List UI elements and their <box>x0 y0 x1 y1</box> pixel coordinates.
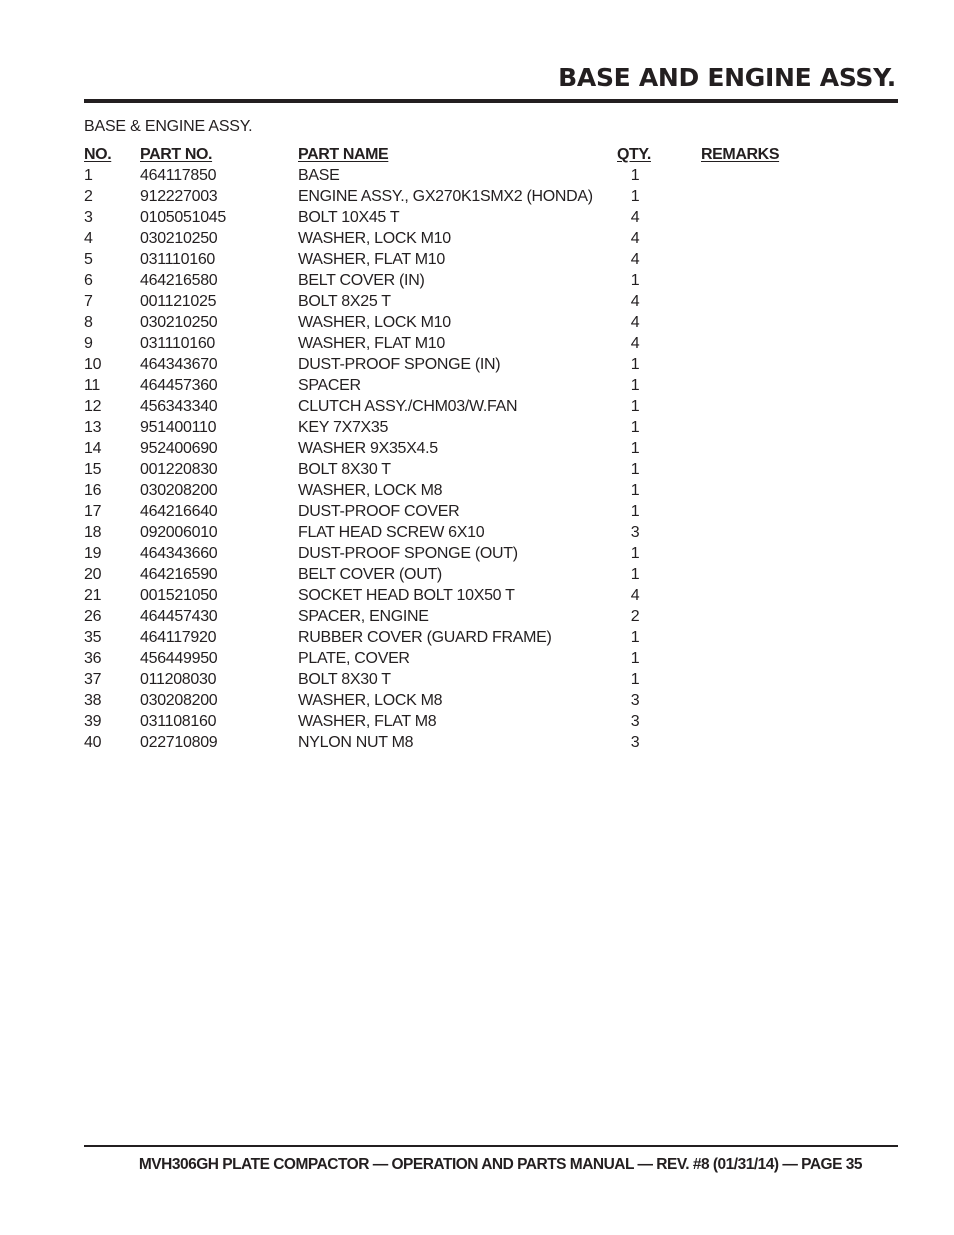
footer-divider <box>84 1145 898 1147</box>
table-row <box>84 186 898 207</box>
cell-part-no: 456343340 <box>140 398 218 415</box>
page-footer: MVH306GH PLATE COMPACTOR — OPERATION AND PARTS MANUAL — REV. #8 (01/31/14) — PAGE 35 <box>138 1156 862 1173</box>
cell-part-no: 464216640 <box>140 503 218 520</box>
table-row <box>84 522 898 543</box>
cell-no: 17 <box>84 503 102 520</box>
cell-qty: 4 <box>630 251 640 268</box>
table-row <box>84 732 898 753</box>
cell-no: 19 <box>84 545 102 562</box>
cell-part-name: WASHER, LOCK M10 <box>298 314 451 331</box>
table-row <box>84 396 898 417</box>
cell-part-name: CLUTCH ASSY./CHM03/W.FAN <box>298 398 518 415</box>
cell-part-no: 030210250 <box>140 314 218 331</box>
cell-no: 7 <box>84 293 93 310</box>
cell-no: 10 <box>84 356 102 373</box>
cell-part-name: PLATE, COVER <box>298 650 410 667</box>
cell-part-name: WASHER 9X35X4.5 <box>298 440 438 457</box>
header-part-no: PART NO. <box>140 146 213 163</box>
cell-qty: 1 <box>630 272 640 289</box>
cell-no: 11 <box>84 377 101 394</box>
cell-qty: 3 <box>630 692 640 709</box>
table-row <box>84 417 898 438</box>
table-row <box>84 711 898 732</box>
cell-part-no: 464343660 <box>140 545 218 562</box>
cell-no: 8 <box>84 314 93 331</box>
cell-part-no: 030208200 <box>140 692 218 709</box>
header-part-name: PART NAME <box>298 146 389 163</box>
cell-part-no: 464216580 <box>140 272 218 289</box>
cell-part-name: BOLT 8X30 T <box>298 671 391 688</box>
cell-no: 21 <box>84 587 102 604</box>
table-row <box>84 228 898 249</box>
cell-qty: 4 <box>630 230 640 247</box>
cell-no: 20 <box>84 566 102 583</box>
table-row <box>84 459 898 480</box>
cell-part-name: BASE <box>298 167 340 184</box>
cell-part-name: KEY 7X7X35 <box>298 419 389 436</box>
cell-part-no: 912227003 <box>140 188 218 205</box>
cell-qty: 2 <box>630 608 640 625</box>
cell-part-no: 001521050 <box>140 587 218 604</box>
cell-qty: 4 <box>630 587 640 604</box>
cell-no: 6 <box>84 272 93 289</box>
cell-no: 14 <box>84 440 102 457</box>
cell-part-name: WASHER, FLAT M10 <box>298 251 445 268</box>
cell-part-no: 0105051045 <box>140 209 226 226</box>
cell-no: 1 <box>84 167 93 184</box>
cell-part-no: 464343670 <box>140 356 218 373</box>
table-row <box>84 333 898 354</box>
cell-qty: 1 <box>630 545 640 562</box>
cell-part-no: 022710809 <box>140 734 218 751</box>
cell-part-no: 001220830 <box>140 461 218 478</box>
cell-no: 3 <box>84 209 93 226</box>
cell-qty: 1 <box>630 167 640 184</box>
cell-no: 13 <box>84 419 102 436</box>
table-row <box>84 627 898 648</box>
cell-part-name: WASHER, LOCK M8 <box>298 692 443 709</box>
table-row <box>84 270 898 291</box>
header-no: NO. <box>84 146 112 163</box>
cell-qty: 1 <box>630 461 640 478</box>
cell-part-no: 092006010 <box>140 524 218 541</box>
cell-no: 4 <box>84 230 93 247</box>
cell-qty: 1 <box>630 419 640 436</box>
cell-part-name: SPACER, ENGINE <box>298 608 429 625</box>
cell-part-no: 456449950 <box>140 650 218 667</box>
cell-part-name: ENGINE ASSY., GX270K1SMX2 (HONDA) <box>298 188 593 205</box>
table-row <box>84 669 898 690</box>
cell-qty: 3 <box>630 734 640 751</box>
cell-part-name: DUST-PROOF SPONGE (IN) <box>298 356 501 373</box>
cell-qty: 1 <box>630 671 640 688</box>
cell-part-name: FLAT HEAD SCREW 6X10 <box>298 524 485 541</box>
cell-qty: 4 <box>630 335 640 352</box>
cell-part-name: SOCKET HEAD BOLT 10X50 T <box>298 587 515 604</box>
cell-qty: 4 <box>630 293 640 310</box>
cell-no: 18 <box>84 524 102 541</box>
cell-qty: 1 <box>630 440 640 457</box>
cell-no: 36 <box>84 650 102 667</box>
cell-no: 40 <box>84 734 102 751</box>
cell-qty: 1 <box>630 356 640 373</box>
cell-no: 38 <box>84 692 102 709</box>
cell-qty: 1 <box>630 566 640 583</box>
cell-no: 37 <box>84 671 102 688</box>
cell-part-no: 951400110 <box>140 419 217 436</box>
cell-part-name: BELT COVER (IN) <box>298 272 425 289</box>
table-row <box>84 165 898 186</box>
cell-part-name: WASHER, FLAT M8 <box>298 713 437 730</box>
cell-qty: 1 <box>630 650 640 667</box>
cell-qty: 4 <box>630 314 640 331</box>
cell-qty: 1 <box>630 188 640 205</box>
table-row <box>84 648 898 669</box>
cell-qty: 4 <box>630 209 640 226</box>
cell-part-no: 464457430 <box>140 608 218 625</box>
table-row <box>84 354 898 375</box>
page-title: BASE AND ENGINE ASSY. <box>558 63 896 92</box>
cell-part-no: 952400690 <box>140 440 218 457</box>
table-row <box>84 690 898 711</box>
cell-qty: 1 <box>630 398 640 415</box>
parts-table <box>84 144 898 753</box>
table-row <box>84 564 898 585</box>
cell-part-name: DUST-PROOF COVER <box>298 503 460 520</box>
cell-part-no: 031110160 <box>140 335 216 352</box>
cell-no: 9 <box>84 335 93 352</box>
cell-part-name: BOLT 10X45 T <box>298 209 400 226</box>
cell-qty: 3 <box>630 713 640 730</box>
cell-part-name: NYLON NUT M8 <box>298 734 414 751</box>
cell-part-no: 464216590 <box>140 566 218 583</box>
cell-qty: 1 <box>630 629 640 646</box>
section-label: BASE & ENGINE ASSY. <box>84 118 253 135</box>
cell-part-no: 001121025 <box>140 293 217 310</box>
table-row <box>84 249 898 270</box>
header-qty: QTY. <box>617 146 651 163</box>
cell-part-name: WASHER, LOCK M10 <box>298 230 451 247</box>
cell-no: 5 <box>84 251 93 268</box>
table-row <box>84 543 898 564</box>
cell-no: 12 <box>84 398 102 415</box>
cell-no: 26 <box>84 608 102 625</box>
header-remarks: REMARKS <box>701 146 780 163</box>
cell-no: 2 <box>84 188 93 205</box>
cell-no: 15 <box>84 461 102 478</box>
cell-part-name: BOLT 8X25 T <box>298 293 391 310</box>
table-row <box>84 375 898 396</box>
cell-part-no: 464117850 <box>140 167 217 184</box>
cell-no: 39 <box>84 713 102 730</box>
cell-part-no: 464457360 <box>140 377 218 394</box>
table-row <box>84 438 898 459</box>
table-row <box>84 312 898 333</box>
cell-part-no: 030210250 <box>140 230 218 247</box>
table-row <box>84 207 898 228</box>
cell-part-name: WASHER, FLAT M10 <box>298 335 445 352</box>
cell-part-name: BELT COVER (OUT) <box>298 566 442 583</box>
cell-part-name: DUST-PROOF SPONGE (OUT) <box>298 545 518 562</box>
cell-no: 16 <box>84 482 102 499</box>
cell-qty: 1 <box>630 377 640 394</box>
cell-no: 35 <box>84 629 102 646</box>
cell-part-name: BOLT 8X30 T <box>298 461 391 478</box>
table-row <box>84 291 898 312</box>
cell-qty: 3 <box>630 524 640 541</box>
table-body <box>84 165 898 753</box>
cell-part-no: 464117920 <box>140 629 217 646</box>
cell-part-no: 031108160 <box>140 713 217 730</box>
cell-part-no: 030208200 <box>140 482 218 499</box>
cell-qty: 1 <box>630 503 640 520</box>
table-row <box>84 585 898 606</box>
table-row <box>84 501 898 522</box>
table-row <box>84 606 898 627</box>
title-divider <box>84 99 898 103</box>
cell-qty: 1 <box>630 482 640 499</box>
cell-part-name: RUBBER COVER (GUARD FRAME) <box>298 629 552 646</box>
cell-part-name: SPACER <box>298 377 361 394</box>
table-row <box>84 480 898 501</box>
cell-part-name: WASHER, LOCK M8 <box>298 482 443 499</box>
cell-part-no: 011208030 <box>140 671 217 688</box>
table-header-row <box>84 144 898 165</box>
cell-part-no: 031110160 <box>140 251 216 268</box>
